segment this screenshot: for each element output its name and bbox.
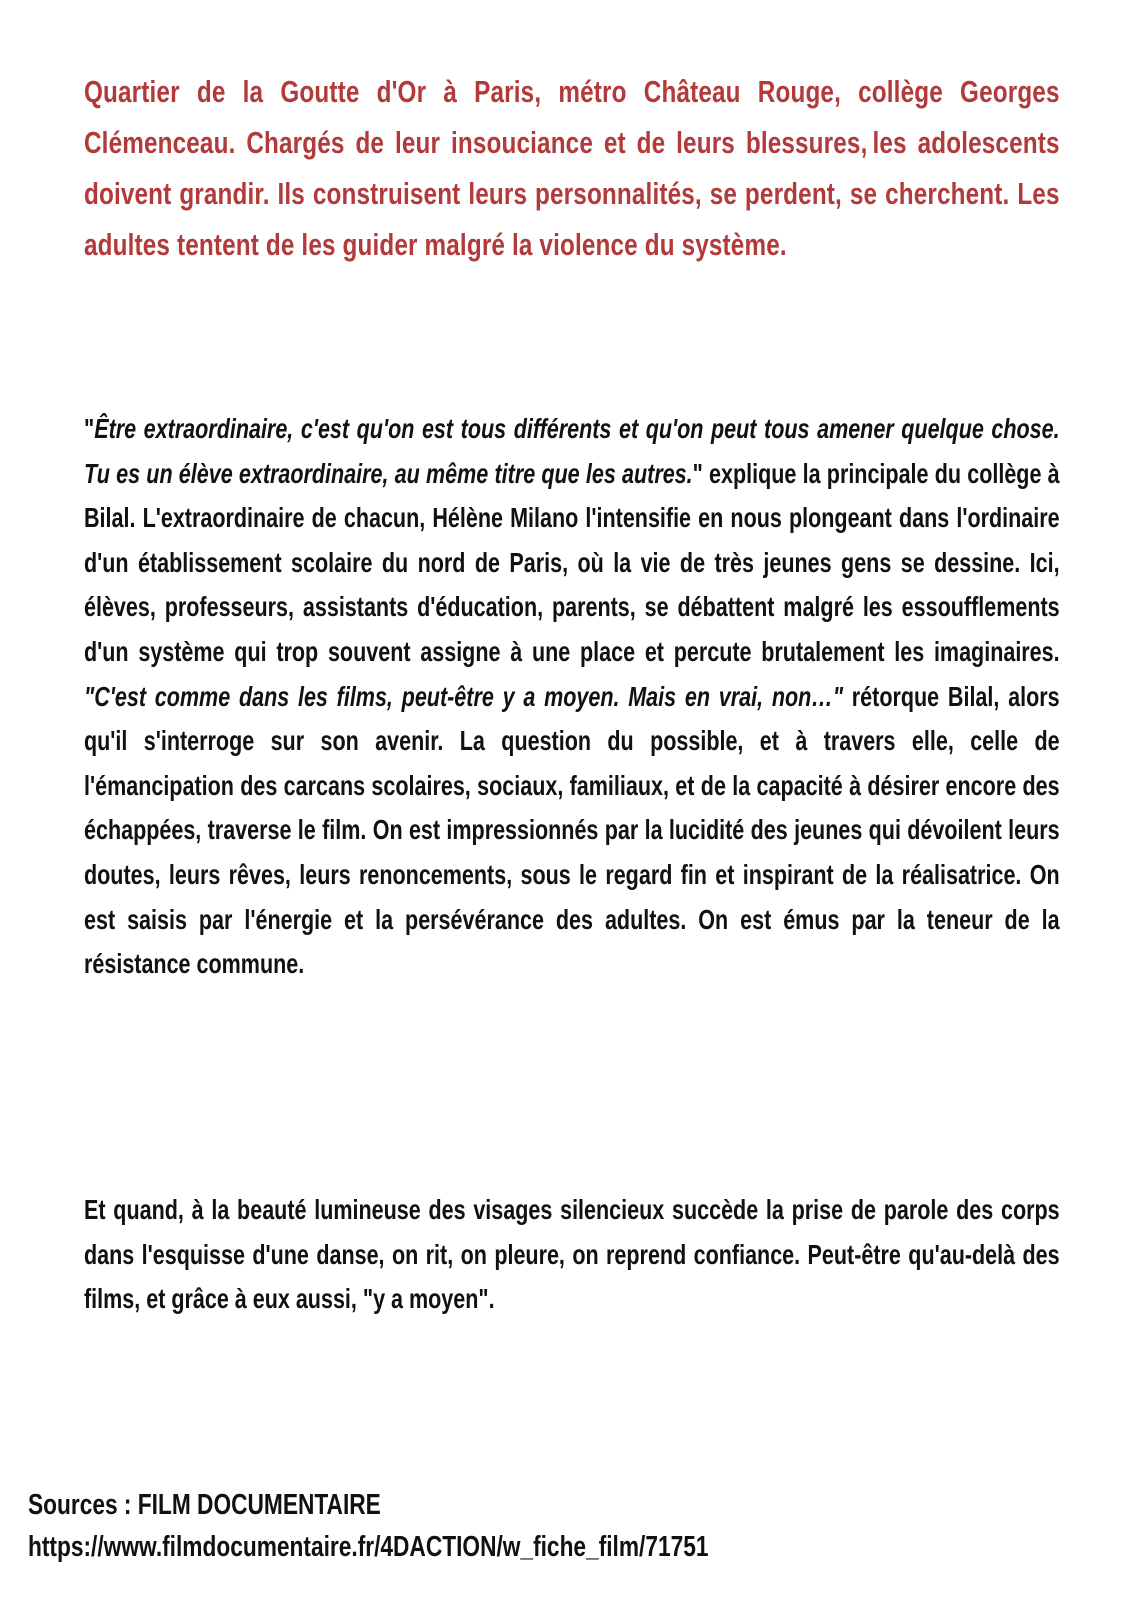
intro-paragraph: Quartier de la Goutte d'Or à Paris, métro Château Rouge, collège Georges Clémenceau. Chargés de leur insouciance et de leurs blessures, les adolescents doivent grandir. Ils construisent leurs personnalités, se perdent, se cherchent. Les adultes tentent de les guider malgré la violence du système. — [84, 74, 1060, 262]
review-paragraph-2: Et quand, à la beauté lumineuse des visages silencieux succède la prise de parole des corps dans l'esquisse d'une danse, on rit, on pleure, on reprend confiance. Peut-être qu'au-delà des films, et grâce à eux aussi, "y a moyen". — [84, 1194, 1060, 1315]
sources-label: Sources : FILM DOCUMENTAIRE — [28, 1489, 381, 1521]
quote-open-mark: " — [84, 413, 95, 444]
quote-close-mark: " — [692, 457, 703, 489]
review-text-part-2: rétorque Bilal, alors qu'il s'interroge sur son avenir. La question du possible, et à travers elle, celle de l'émancipation des carcans scolaires, sociaux, familiaux, et de la capacité à désirer encore des échappées, traverse le film. On est impressionnés par la lucidité des jeunes qui dévoilent leurs doutes, leurs rêves, leurs renoncements, sous le regard fin et inspirant de la réalisatrice. On est saisis par l'énergie et la persévérance des adultes. On est émus par la teneur de la résistance commune. — [84, 680, 1060, 980]
sources-url-link[interactable]: https://www.filmdocumentaire.fr/4DACTION/w_fiche_film/71751 — [28, 1531, 709, 1563]
review-text-part-1: explique la principale du collège à Bilal. L'extraordinaire de chacun, Hélène Milano l'intensifie en nous plongeant dans l'ordinaire d'un établissement scolaire du nord de Paris, où la vie de très jeunes gens se dessine. Ici, élèves, professeurs, assistants d'éducation, parents, se débattent malgré les essoufflements d'un système qui trop souvent assigne à une place et percute brutalement les imaginaires. — [84, 457, 1060, 667]
bilal-quote: "C'est comme dans les films, peut-être y a moyen. Mais en vrai, non…" — [84, 680, 844, 712]
sources-url-line — [28, 1526, 709, 1568]
principal-quote: Être extraordinaire, c'est qu'on est tous différents et qu'on peut tous amener quelque chose. Tu es un élève extraordinaire, au même titre que les autres. — [84, 413, 1060, 489]
review-paragraph-1 — [84, 407, 1060, 987]
